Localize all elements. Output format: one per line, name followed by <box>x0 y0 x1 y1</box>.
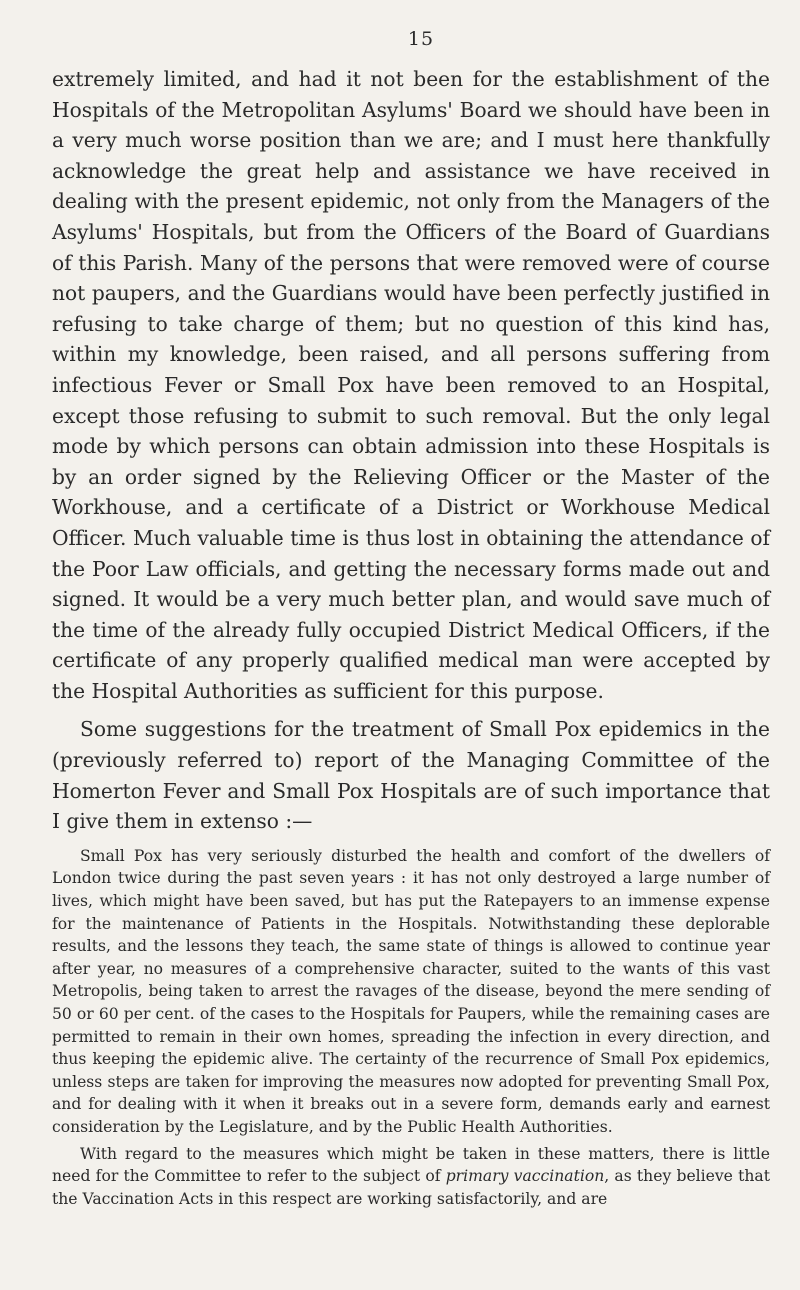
body-paragraph-1: extremely limited, and had it not been for the establishment of the Hospitals of the Metropolitan Asylums' Board we should have been in a very much worse position than we are; and I must here thankfully acknowledge the great help and assistance we have received in dealing with the present epidemic, not only from the Managers of the Asylums' Hospitals, but from the Officers of the Board of Guardians of this Parish. Many of the persons that were removed were of course not paupers, and the Guardians would have been perfectly justified in refusing to take charge of them; but no question of this kind has, within my knowledge, been raised, and all persons suffering from infectious Fever or Small Pox have been removed to an Hospital, except those refusing to submit to such removal. But the only legal mode by which persons can obtain admission into these Hospitals is by an order signed by the Relieving Officer or the Master of the Workhouse, and a certificate of a District or Workhouse Medical Officer. Much valuable time is thus lost in obtaining the attendance of the Poor Law officials, and getting the necessary forms made out and signed. It would be a very much better plan, and would save much of the time of the already fully occupied District Medical Officers, if the certificate of any properly qualified medical man were accepted by the Hospital Authorities as sufficient for this purpose. <box>52 67 770 703</box>
body-paragraph-2: Some suggestions for the treatment of Small Pox epidemics in the (previously referred to) report of the Managing Committee of the Homerton Fever and Small Pox Hospitals are of such importance that I give them in extenso :— <box>52 717 770 834</box>
document-page <box>52 0 770 1210</box>
main-text <box>52 64 770 837</box>
quote-emphasis: primary vaccination <box>445 1167 605 1186</box>
page-number: 15 <box>407 28 435 50</box>
quoted-report <box>52 845 770 1211</box>
quote-paragraph-2-end: , as they believe that the Vaccination Acts in this respect are working satisfactorily, and are <box>52 1167 770 1208</box>
quote-paragraph-2 <box>52 1143 770 1211</box>
quote-paragraph-1: Small Pox has very seriously disturbed the health and comfort of the dwellers of London twice during the past seven years : it has not only destroyed a large number of lives, which might have been saved, but has put the Ratepayers to an immense expense for the maintenance of Patients in the Hospitals. Notwithstanding these deplorable results, and the lessons they teach, the same state of things is allowed to continue year after year, no measures of a comprehensive character, suited to the wants of this vast Metropolis, being taken to arrest the ravages of the disease, beyond the mere sending of 50 or 60 per cent. of the cases to the Hospitals for Paupers, while the remaining cases are permitted to remain in their own homes, spreading the infection in every direction, and thus keeping the epidemic alive. The certainty of the recurrence of Small Pox epidemics, unless steps are taken for improving the measures now adopted for preventing Small Pox, and for dealing with it when it breaks out in a severe form, demands early and earnest consideration by the Legislature, and by the Public Health Authorities. <box>52 846 770 1136</box>
quote-paragraph-2-start: With regard to the measures which might be taken in these matters, there is little need for the Committee to refer to the subject of <box>52 1144 770 1186</box>
